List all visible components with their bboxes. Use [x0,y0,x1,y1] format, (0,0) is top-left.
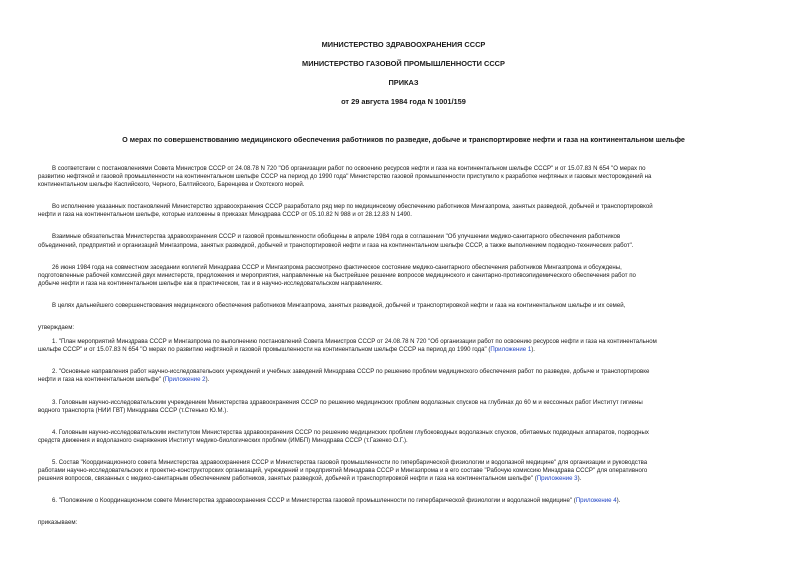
paragraph-line [38,376,771,384]
paragraph-5 [38,302,771,310]
paragraph-line: Взаимные обязательства Министерства здравоохранения СССР и газовой промышленности обобщены в апреле 1984 года в соглашении "Об улучшении медико-санитарного обеспечения работников [52,233,621,241]
paragraph-line: 1. "План мероприятий Минздрава СССР и Мингазпрома по выполнению постановлений Совета Министров СССР от 24.08.78 N 720 "Об организации работ по освоению ресурсов нефти и газа на континентальном [52,338,657,346]
line-tail: ). [616,497,621,505]
ministry-health-heading: МИНИСТЕРСТВО ЗДРАВООХРАНЕНИЯ СССР [321,40,486,49]
paragraph-line: развитию нефтяной и газовой промышленности на континентальном шельфе СССР на период до 1990 года" Министерство газовой промышленности приступило к разработке нефтяных и газовых месторождений на [38,173,652,181]
paragraph-line [38,346,771,354]
paragraph-line: работами научно-исследовательских и проектно-конструкторских организаций, учреждений и предприятий Минздрава СССР и Мингазпрома и в его составе "Рабочую комиссию Минздрава СССР" для оперативного [38,466,648,474]
document-body [38,165,771,527]
paragraph-line: 4. Головным научно-исследовательским институтом Министерства здравоохранения СССР по решению медицинских проблем глубоководных водолазных спусков, обитаемых подводных аппаратов, подводных [52,428,649,436]
paragraph-line: добыче нефти и газа на континентальном шельфе как в практическом, так и в научно-исследовательском направлениях. [38,279,383,287]
item-1 [38,338,771,354]
paragraph-line: В целях дальнейшего совершенствования медицинского обеспечения работников Мингазпрома, занятых разведкой, добычей и транспортировкой нефти и газа на континентальном шельфе и их семей, [52,301,626,309]
item-2 [38,368,771,384]
item-6 [38,497,771,505]
appendix-2-link[interactable]: Приложение 2 [164,376,206,384]
paragraph-line: В соответствии с постановлениями Совета Министров СССР от 24.08.78 N 720 "Об организации работ по освоению ресурсов нефти и газа на континентальном шельфе СССР" и от 15.07.83 N 654 "О мерах по [52,165,646,172]
doc-type-heading: ПРИКАЗ [388,78,419,87]
paragraph-line: 26 июня 1984 года на совместном заседании коллегий Минздрава СССР и Мингазпрома рассмотрено фактическое состояние медико-санитарного обеспечения работников Мингазпрома и обсуждены, [52,263,622,271]
line-text: нефти и газа на континентальном шельфе" ( [38,376,165,384]
paragraph-line: водного транспорта (НИИ ГВТ) Минздрава СССР (т.Стенько Ю.М.). [38,406,229,414]
order-label: приказываем: [38,519,78,527]
line-tail: ). [205,376,210,384]
paragraph-1 [38,165,771,189]
appendix-4-link[interactable]: Приложение 4 [575,497,617,505]
date-number-heading: от 29 августа 1984 года N 1001/159 [341,97,466,106]
paragraph-line [38,497,771,505]
paragraph-line: объединений, предприятий и организаций Мингазпрома, занятых разведкой, добычей и транспортировкой нефти и газа на континентальном шельфе СССР, а также выполнением подводно-технических работ". [38,241,634,249]
item-4 [38,429,771,445]
appendix-3-link[interactable]: Приложение 3 [536,475,578,483]
paragraph-line: подготовленные рабочей комиссией двух министерств, предложения и мероприятия, направленные на быстрейшее решение вопросов медицинского и санитарно-противоэпидемического обеспечения работ по [38,271,636,279]
paragraph-line [38,475,771,483]
item-5 [38,459,771,483]
paragraph-line: 5. Состав "Координационного совета Министерства здравоохранения СССР и Министерства газовой промышленности по гипербарической физиологии и водолазной медицине" для организации и руководства [52,458,648,466]
line-text: шельфе СССР" и от 15.07.83 N 654 "О мерах по развитию нефтяной и газовой промышленности на континентальном шельфе СССР на период до 1990 года" ( [38,346,491,354]
line-tail: ). [531,346,535,354]
paragraph-line: нефти и газа на континентальном шельфе, которые изложены в приказах Минздрава СССР от 05.10.82 N 988 и от 28.12.83 N 1490. [38,211,412,219]
appendix-1-link[interactable]: Приложение 1 [490,346,532,354]
document-title: О мерах по совершенствованию медицинского обеспечения работников по разведке, добыче и транспортировке нефти и газа на континентальном шельфе [122,135,685,144]
paragraph-line: континентальном шельфе Каспийского, Черного, Балтийского, Баренцева и Охотского морей. [38,181,305,189]
line-text: 6. "Положение о Координационном совете Министерства здравоохранения СССР и Министерства газовой промышленности по гипербарической физиологии и водолазной медицине" ( [52,497,576,505]
paragraph-line: 3. Головным научно-исследовательским учреждением Министерства здравоохранения СССР по решению медицинских проблем водолазных спусков на глубинах до 60 м и кессонных работ Институт гигиены [52,398,643,406]
paragraph-3 [38,233,771,249]
paragraph-line: Во исполнение указанных постановлений Министерство здравоохранения СССР разработало ряд мер по медицинскому обеспечению работников Мингазпрома, занятых разведкой, добычей и транспортировкой [52,203,653,211]
line-text: решения вопросов, связанных с медико-санитарным обеспечением работников, занятых разведкой, добычей и транспортировкой нефти и газа на континентальном шельфе" ( [38,475,537,483]
paragraph-line: 2. "Основные направления работ научно-исследовательских учреждений и учебных заведений Минздрава СССР по решению проблем медицинского обеспечения работ по разведке, добыче и транспортировке [52,368,650,376]
item-3 [38,399,771,415]
paragraph-4 [38,264,771,288]
line-tail: ). [577,475,582,483]
approve-label: утверждаем: [38,324,75,332]
ministry-gas-heading: МИНИСТЕРСТВО ГАЗОВОЙ ПРОМЫШЛЕННОСТИ СССР [302,59,505,68]
paragraph-line: средств движения и водолазного снаряжения Институт медико-биологических проблем (ИМБП) Минздрава СССР (т.Газенко О.Г.). [38,436,408,444]
paragraph-2 [38,203,771,219]
